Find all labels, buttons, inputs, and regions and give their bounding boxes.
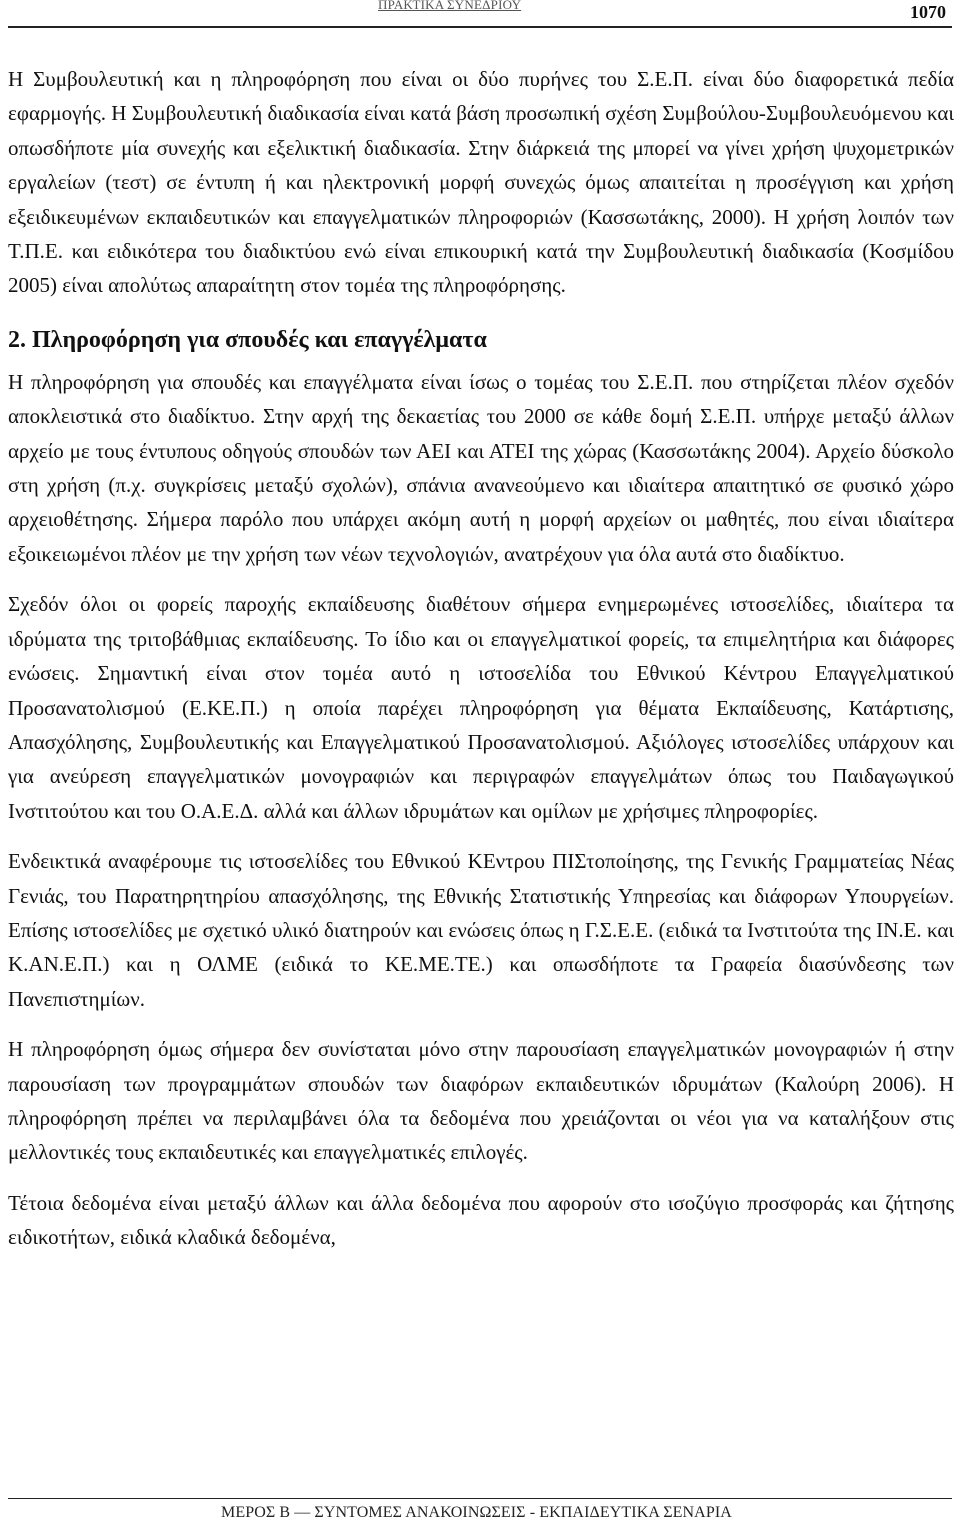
- page-header: [8, 0, 952, 28]
- paragraph-6: Τέτοια δεδομένα είναι μεταξύ άλλων και άλλα δεδομένα που αφορούν στο ισοζύγιο προσφοράς και ζήτησης ειδικοτήτων, ειδικά κλαδικά δεδομένα,: [8, 1190, 954, 1250]
- paragraph-1: Η Συμβουλευτική και η πληροφόρηση που είναι οι δύο πυρήνες του Σ.Ε.Π. είναι δύο διαφορετικά πεδία εφαρμογής. Η Συμβουλευτική διαδικασία είναι κατά βάση προσωπική σχέση Συμβούλου-Συμβουλευόμενου και οπωσδήποτε μία συνεχής και εξελικτική διαδικασία. Στην διάρκειά της μπορεί να γίνει χρήση ψυχομετρικών εργαλείων (τεστ) σε έντυπη ή και ηλεκτρονική μορφή συνεχώς όμως απαιτείται η προσέγγιση και χρήση εξειδικευμένων εκπαιδευτικών και επαγγελματικών πληροφοριών (Κασσωτάκης, 2000). Η χρήση λοιπόν των Τ.Π.Ε. και ειδικότερα του διαδικτύου ενώ είναι επικουρική κατά την Συμβουλευτική διαδικασία (Κοσμίδου 2005) είναι απολύτως απαραίτητη στον τομέα της πληροφόρησης.: [8, 67, 954, 298]
- document-body: [8, 62, 954, 1255]
- paragraph-4: Ενδεικτικά αναφέρουμε τις ιστοσελίδες του Εθνικού ΚΕντρου ΠΙΣτοποίησης, της Γενικής Γραμματείας Νέας Γενιάς, του Παρατηρητηρίου απασχόλησης, της Εθνικής Στατιστικής Υπηρεσίας και διάφορων Υπουργείων. Επίσης ιστοσελίδες με σχετικό υλικό διατηρούν και ενώσεις όπως η Γ.Σ.Ε.Ε. (ειδικά τα Ινστιτούτα της ΙΝ.Ε. και Κ.ΑΝ.Ε.Π.) και η ΟΛΜΕ (ειδικά το ΚΕ.ΜΕ.ΤΕ.) και οπωσδήποτε τα Γραφεία διασύνδεσης των Πανεπιστημίων.: [8, 849, 954, 1011]
- paragraph-2: Η πληροφόρηση για σπουδές και επαγγέλματα είναι ίσως ο τομέας του Σ.Ε.Π. που στηρίζεται πλέον σχεδόν αποκλειστικά στο διαδίκτυο. Στην αρχή της δεκαετίας του 2000 σε κάθε δομή Σ.Ε.Π. υπήρχε μεταξύ άλλων αρχείο με τους έντυπους οδηγούς σπουδών των ΑΕΙ και ΑΤΕΙ της χώρας (Κασσωτάκης 2004). Αρχείο δύσκολο στη χρήση (π.χ. συγκρίσεις μεταξύ σχολών), σπάνια ανανεούμενο και ιδιαίτερα απαιτητικό σε φυσικό χώρο αρχειοθέτησης. Σήμερα παρόλο που υπάρχει ακόμη αυτή η μορφή αρχείων οι μαθητές, που είναι ιδιαίτερα εξοικειωμένοι πλέον με την χρήση των νέων τεχνολογιών, ανατρέχουν για όλα αυτά στο διαδίκτυο.: [8, 369, 954, 566]
- paragraph-5: Η πληροφόρηση όμως σήμερα δεν συνίσταται μόνο στην παρουσίαση επαγγελματικών μονογραφιών ή στην παρουσίαση των προγραμμάτων σπουδών των διαφόρων εκπαιδευτικών ιδρυμάτων (Καλούρη 2006). Η πληροφόρηση πρέπει να περιλαμβάνει όλα τα δεδομένα που χρειάζονται οι νέοι για να καταλήξουν στις μελλοντικές τους εκπαιδευτικές και επαγγελματικές επιλογές.: [8, 1037, 954, 1165]
- running-title: ΠΡΑΚΤΙΚΑ ΣΥΝΕΔΡΙΟΥ: [378, 0, 522, 12]
- footer-text: ΜΕΡΟΣ Β — ΣΥΝΤΟΜΕΣ ΑΝΑΚΟΙΝΩΣΕΙΣ - ΕΚΠΑΙΔΕΥΤΙΚΑ ΣΕΝΑΡΙΑ: [221, 1504, 732, 1521]
- page-number: 1070: [910, 2, 946, 22]
- paragraph-3: Σχεδόν όλοι οι φορείς παροχής εκπαίδευσης διαθέτουν σήμερα ενημερωμένες ιστοσελίδες, ιδιαίτερα τα ιδρύματα της τριτοβάθμιας εκπαίδευσης. Το ίδιο και οι επαγγελματικοί φορείς, τα επιμελητήρια και διάφορες ενώσεις. Σημαντική είναι στον τομέα αυτό η ιστοσελίδα του Εθνικού Κέντρου Επαγγελματικού Προσανατολισμού (Ε.ΚΕ.Π.) η οποία παρέχει πληροφόρηση για θέματα Εκπαίδευσης, Κατάρτισης, Απασχόλησης, Συμβουλευτικής και Επαγγελματικού Προσανατολισμού. Αξιόλογες ιστοσελίδες υπάρχουν και για ανεύρεση επαγγελματικών μονογραφιών και περιγραφών επαγγελμάτων όπως του Παιδαγωγικού Ινστιτούτου και του Ο.Α.Ε.Δ. αλλά και άλλων ιδρυμάτων και ομίλων με χρήσιμες πληροφορίες.: [8, 592, 954, 823]
- page-footer: [8, 1498, 952, 1531]
- section-heading: 2. Πληροφόρηση για σπουδές και επαγγέλματα: [8, 326, 487, 353]
